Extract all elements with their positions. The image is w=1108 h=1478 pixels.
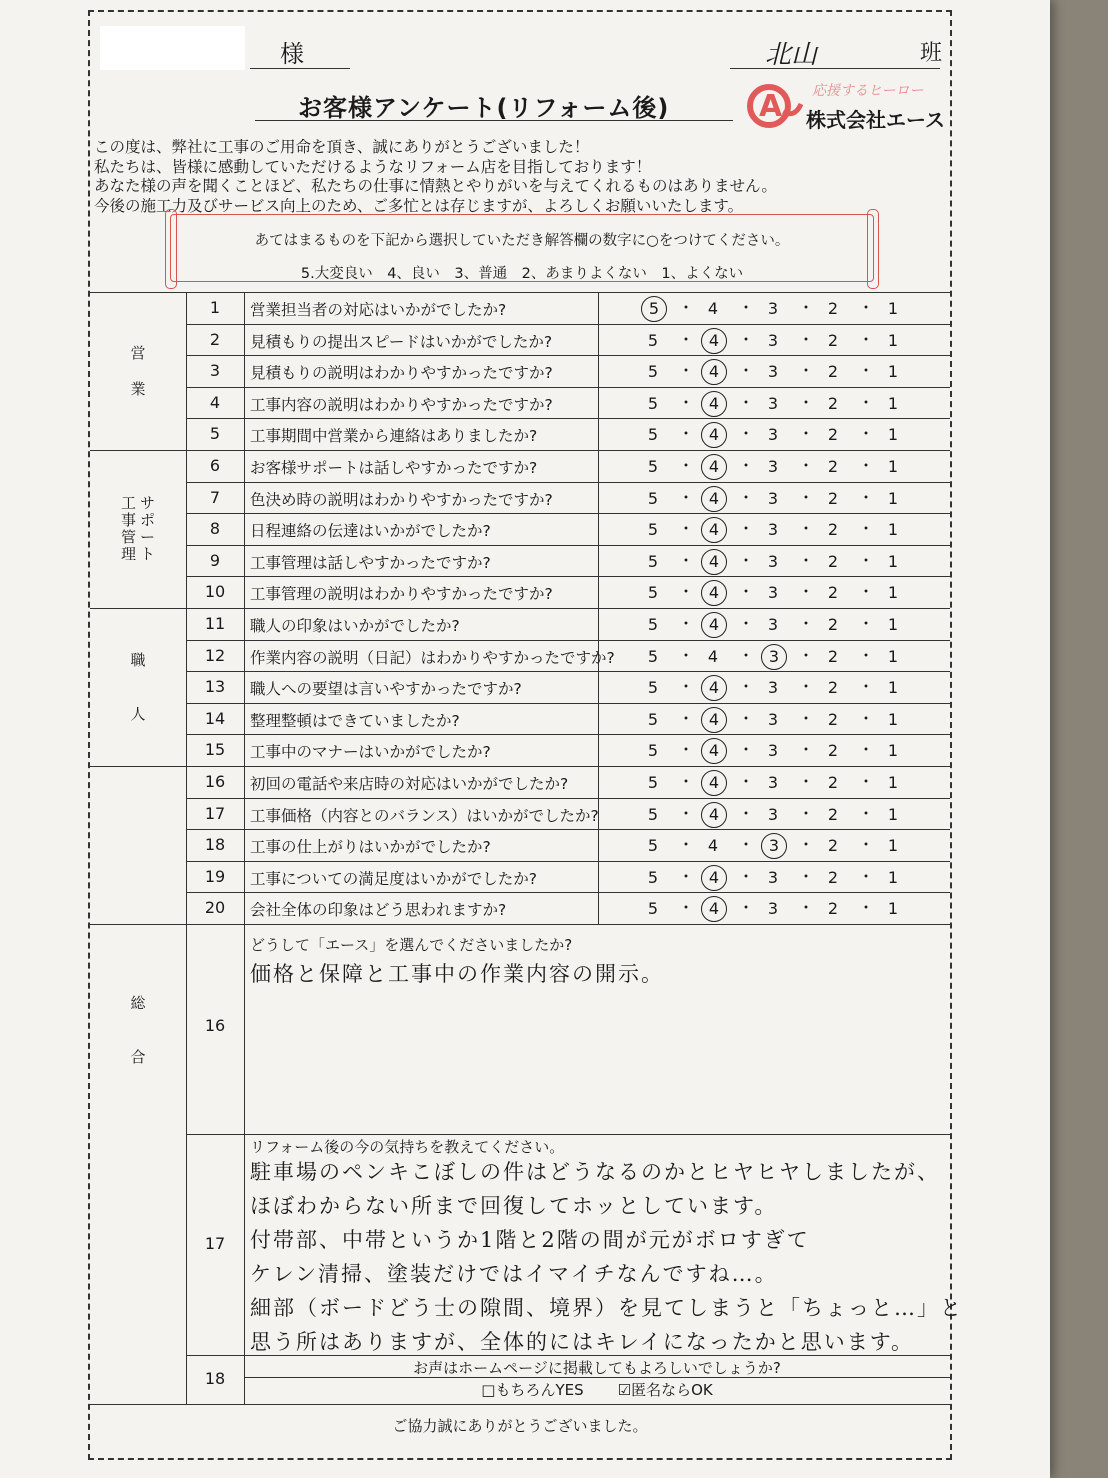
rating-separator: ・ [798, 582, 815, 602]
question-text: 整理整頓はできていましたか? [250, 711, 460, 730]
rating-options [608, 707, 948, 737]
scroll-roll-right [867, 209, 879, 289]
rating-option-5[interactable]: 5 [647, 615, 659, 634]
question-number: 4 [209, 392, 221, 412]
category-label [90, 450, 186, 608]
category-label [90, 292, 186, 450]
rating-separator: ・ [738, 329, 755, 349]
rating-separator: ・ [858, 835, 875, 855]
rating-option-2[interactable]: 2 [827, 425, 839, 445]
rating-option-4[interactable]: 4 [701, 896, 727, 922]
rating-options [608, 612, 948, 642]
rating-separator: ・ [858, 298, 875, 317]
company-name: 株式会社エース [806, 108, 945, 132]
rating-option-5[interactable]: 5 [647, 425, 659, 445]
question-number: 10 [204, 582, 226, 602]
rating-option-4[interactable]: 4 [701, 675, 727, 701]
rating-separator: ・ [858, 740, 875, 760]
rating-option-4[interactable]: 4 [701, 802, 727, 828]
rating-separator: ・ [858, 866, 875, 886]
rating-separator: ・ [738, 708, 755, 728]
title-underline [255, 120, 733, 121]
rating-option-1[interactable]: 1 [887, 299, 899, 318]
rating-separator: ・ [738, 866, 755, 886]
rating-option-2[interactable]: 2 [827, 804, 839, 824]
rating-option-1[interactable]: 1 [887, 678, 899, 698]
rating-option-3[interactable]: 3 [767, 330, 779, 350]
rating-option-3[interactable]: 3 [767, 678, 779, 698]
rating-separator: ・ [858, 614, 875, 633]
handwritten-answer-line[interactable]: 駐車場のペンキこぼしの件はどうなるのかとヒヤヒヤしましたが、 [250, 1160, 940, 1184]
rating-options [608, 517, 948, 547]
rating-separator: ・ [738, 835, 755, 855]
rating-separator: ・ [678, 487, 695, 507]
rating-option-5[interactable]: 5 [647, 741, 659, 761]
question-number: 11 [204, 614, 226, 633]
rating-option-4[interactable]: 4 [701, 486, 727, 512]
consent-yes-checkbox[interactable]: □もちろんYES [481, 1381, 584, 1399]
rating-option-1[interactable]: 1 [887, 709, 899, 729]
rating-separator: ・ [858, 898, 875, 918]
rating-option-3[interactable]: 3 [767, 551, 779, 571]
rating-option-4[interactable]: 4 [701, 770, 727, 796]
question-text: 見積もりの説明はわかりやすかったですか? [250, 364, 553, 383]
rating-option-2[interactable]: 2 [827, 615, 839, 634]
question-text: 作業内容の説明（日記）はわかりやすかったですか? [250, 648, 615, 667]
question-number: 18 [204, 835, 226, 855]
column-divider [598, 292, 599, 924]
intro-line: あなた様の声を聞くことほど、私たちの仕事に情熱とやりがいを与えてくれるものはありません。 [94, 177, 777, 195]
team-label: 班 [920, 41, 943, 66]
handwritten-answer-line[interactable]: 付帯部、中帯というか1階と2階の間が元がボロすぎて [250, 1228, 810, 1252]
rating-separator: ・ [678, 866, 695, 886]
rating-option-4[interactable]: 4 [701, 517, 727, 543]
rating-option-5[interactable]: 5 [647, 899, 659, 919]
rating-option-1[interactable]: 1 [887, 867, 899, 887]
rating-separator: ・ [798, 329, 815, 349]
intro-line: この度は、弊社に工事のご用命を頂き、誠にありがとうございました！ [94, 138, 590, 156]
rating-option-4[interactable]: 4 [701, 359, 727, 385]
rating-option-2[interactable]: 2 [827, 330, 839, 350]
rating-option-2[interactable]: 2 [827, 488, 839, 508]
rating-options [608, 422, 948, 452]
question-number: 17 [204, 803, 226, 823]
rating-separator: ・ [798, 392, 815, 412]
rating-option-1[interactable]: 1 [887, 615, 899, 634]
rating-option-1[interactable]: 1 [887, 330, 899, 350]
rating-option-3[interactable]: 3 [767, 520, 779, 540]
question-text: 初回の電話や来店時の対応はいかがでしたか? [250, 775, 569, 793]
rating-option-2[interactable]: 2 [827, 646, 839, 666]
rating-separator: ・ [858, 772, 875, 791]
rating-separator: ・ [738, 614, 755, 633]
rating-option-1[interactable]: 1 [887, 804, 899, 824]
company-logo-icon [745, 82, 803, 128]
question-number: 13 [204, 677, 226, 697]
rating-separator: ・ [738, 645, 755, 665]
rating-option-4[interactable]: 4 [701, 707, 727, 733]
rating-separator: ・ [798, 772, 815, 791]
category-label [90, 608, 186, 766]
rating-separator: ・ [798, 550, 815, 570]
handwritten-answer-line[interactable]: 思う所はありますが、全体的にはキレイになったかと思います。 [250, 1330, 915, 1354]
question-number: 20 [204, 898, 226, 918]
rating-separator: ・ [738, 772, 755, 791]
rating-separator: ・ [738, 456, 755, 475]
rating-separator: ・ [678, 645, 695, 665]
rating-separator: ・ [738, 519, 755, 539]
rating-option-4[interactable]: 4 [707, 836, 719, 856]
question-text: 工事中のマナーはいかがでしたか? [250, 743, 491, 762]
rating-option-2[interactable]: 2 [827, 457, 839, 476]
rating-options [608, 675, 948, 705]
honorific: 様 [280, 40, 304, 68]
rating-separator: ・ [678, 550, 695, 570]
rating-option-3[interactable]: 3 [767, 741, 779, 761]
rating-separator: ・ [738, 487, 755, 507]
rating-option-2[interactable]: 2 [827, 299, 839, 318]
question-prompt: お声はホームページに掲載してもよろしいでしょうか? [413, 1359, 781, 1377]
rating-separator: ・ [798, 645, 815, 665]
question-text: 工事期間中営業から連絡はありましたか? [250, 427, 538, 446]
question-number: 8 [209, 519, 221, 539]
question-number: 15 [204, 740, 226, 760]
question-number: 2 [209, 329, 221, 349]
consent-anonymous-checkbox[interactable]: ☑匿名ならOK [617, 1381, 713, 1399]
rating-separator: ・ [738, 424, 755, 444]
rating-options [608, 802, 948, 832]
question-text: 工事価格（内容とのバランス）はいかがでしたか? [250, 806, 599, 825]
rating-separator: ・ [738, 392, 755, 412]
question-text: 職人の印象はいかがでしたか? [250, 617, 460, 635]
rating-option-4[interactable]: 4 [701, 391, 727, 417]
rating-separator: ・ [678, 424, 695, 444]
rating-separator: ・ [798, 298, 815, 317]
instruction-scroll [170, 214, 874, 282]
question-number: 7 [209, 487, 221, 507]
row-divider [244, 1377, 950, 1378]
rating-options [608, 833, 948, 863]
rating-separator: ・ [738, 550, 755, 570]
rating-options [608, 896, 948, 926]
rating-separator: ・ [738, 361, 755, 381]
rating-separator: ・ [858, 645, 875, 665]
rating-options [608, 454, 948, 484]
question-text: 会社全体の印象はどう思われますか? [250, 901, 507, 920]
rating-separator: ・ [738, 298, 755, 317]
question-number: 12 [204, 645, 226, 665]
rating-option-4[interactable]: 4 [701, 549, 727, 575]
rating-option-3[interactable]: 3 [761, 644, 787, 670]
rating-options [608, 486, 948, 516]
rating-separator: ・ [738, 803, 755, 823]
question-number: 5 [209, 424, 221, 444]
rating-separator: ・ [858, 361, 875, 381]
consent-options [244, 1379, 950, 1400]
rating-option-5[interactable]: 5 [647, 836, 659, 856]
rating-separator: ・ [678, 392, 695, 412]
rating-options [608, 359, 948, 389]
rating-option-3[interactable]: 3 [767, 362, 779, 382]
question-prompt: リフォーム後の今の気持ちを教えてください。 [250, 1138, 565, 1156]
rating-separator: ・ [678, 708, 695, 728]
category-label [90, 766, 186, 1294]
rating-options [608, 391, 948, 421]
rating-option-3[interactable]: 3 [767, 709, 779, 729]
rating-separator: ・ [858, 487, 875, 507]
name-underline [250, 68, 350, 69]
rating-option-2[interactable]: 2 [827, 583, 839, 603]
rating-separator: ・ [858, 456, 875, 475]
instruction-line: あてはまるものを下記から選択していただき解答欄の数字に○をつけてください。 [254, 233, 790, 249]
rating-separator: ・ [678, 835, 695, 855]
handwritten-answer-line[interactable]: ケレン清掃、塗装だけではイマイチなんですね…。 [250, 1262, 778, 1286]
rating-separator: ・ [858, 708, 875, 728]
category-text: サ ポ ー ト [140, 494, 156, 563]
rating-option-3[interactable]: 3 [767, 583, 779, 603]
rating-option-1[interactable]: 1 [887, 836, 899, 856]
category-text: 工 事 管 理 [120, 494, 136, 563]
rating-separator: ・ [798, 614, 815, 633]
rating-separator: ・ [678, 298, 695, 317]
row-divider [90, 292, 950, 293]
rating-option-5[interactable]: 5 [647, 551, 659, 571]
rating-option-4[interactable]: 4 [701, 580, 727, 606]
question-text: 日程連絡の伝達はいかがでしたか? [250, 522, 491, 541]
intro-line: 私たちは、皆様に感動していただけるようなリフォーム店を目指しております！ [94, 157, 652, 176]
rating-option-1[interactable]: 1 [887, 393, 899, 413]
rating-option-1[interactable]: 1 [887, 362, 899, 382]
rating-separator: ・ [798, 708, 815, 728]
rating-separator: ・ [798, 456, 815, 475]
rating-option-2[interactable]: 2 [827, 867, 839, 887]
rating-option-4[interactable]: 4 [707, 646, 719, 666]
question-number: 6 [209, 456, 221, 475]
question-number: 16 [204, 1016, 226, 1035]
question-number: 9 [209, 550, 221, 570]
rating-separator: ・ [798, 361, 815, 381]
rating-legend: 5.大変良い 4、良い 3、普通 2、あまりよくない 1、よくない [300, 266, 744, 282]
rating-option-4[interactable]: 4 [701, 454, 727, 480]
rating-separator: ・ [738, 740, 755, 760]
rating-separator: ・ [858, 392, 875, 412]
rating-options [608, 644, 948, 674]
question-prompt: どうして「エース」を選んでくださいましたか? [250, 936, 573, 954]
rating-options [608, 738, 948, 768]
question-text: 工事管理の説明はわかりやすかったですか? [250, 585, 553, 604]
rating-option-1[interactable]: 1 [887, 741, 899, 761]
question-text: 工事の仕上がりはいかがでしたか? [250, 838, 491, 857]
question-number: 14 [204, 708, 226, 728]
rating-separator: ・ [858, 424, 875, 444]
rating-separator: ・ [678, 361, 695, 381]
team-underline [730, 68, 940, 69]
rating-separator: ・ [678, 740, 695, 760]
question-number: 17 [204, 1234, 226, 1253]
row-divider [186, 1134, 950, 1135]
rating-option-2[interactable]: 2 [827, 836, 839, 856]
redacted-customer-name [100, 26, 245, 70]
rating-option-5[interactable]: 5 [647, 457, 659, 476]
rating-separator: ・ [678, 329, 695, 349]
rating-option-2[interactable]: 2 [827, 393, 839, 413]
rating-option-2[interactable]: 2 [827, 551, 839, 571]
rating-separator: ・ [858, 582, 875, 602]
team-name: 北山 [765, 40, 818, 70]
rating-option-3[interactable]: 3 [767, 615, 779, 634]
rating-option-4[interactable]: 4 [701, 328, 727, 354]
rating-option-3[interactable]: 3 [767, 773, 779, 792]
intro-line: 今後の施工力及びサービス向上のため、ご多忙とは存じますが、よろしくお願いいたします。 [94, 196, 744, 215]
category-text: 営 業 [130, 344, 146, 398]
rating-separator: ・ [858, 519, 875, 539]
rating-separator: ・ [798, 677, 815, 697]
rating-option-2[interactable]: 2 [827, 773, 839, 792]
question-text: 営業担当者の対応はいかがでしたか? [250, 301, 507, 319]
rating-option-1[interactable]: 1 [887, 551, 899, 571]
scroll-roll-left [165, 209, 177, 289]
rating-separator: ・ [858, 329, 875, 349]
rating-separator: ・ [798, 740, 815, 760]
rating-separator: ・ [798, 898, 815, 918]
category-text: 総 合 [130, 994, 146, 1066]
rating-option-3[interactable]: 3 [761, 833, 787, 859]
rating-option-2[interactable]: 2 [827, 709, 839, 729]
rating-option-5[interactable]: 5 [647, 330, 659, 350]
rating-option-1[interactable]: 1 [887, 457, 899, 476]
rating-separator: ・ [678, 803, 695, 823]
rating-option-2[interactable]: 2 [827, 899, 839, 919]
question-number: 18 [204, 1369, 226, 1388]
rating-option-5[interactable]: 5 [647, 804, 659, 824]
rating-option-1[interactable]: 1 [887, 773, 899, 792]
rating-option-5[interactable]: 5 [647, 393, 659, 413]
rating-option-1[interactable]: 1 [887, 488, 899, 508]
question-text: お客様サポートは話しやすかったですか? [250, 459, 538, 477]
rating-option-4[interactable]: 4 [701, 612, 727, 638]
rating-option-5[interactable]: 5 [647, 520, 659, 540]
logo-tagline: 応援するヒーロー [812, 83, 924, 99]
rating-option-3[interactable]: 3 [767, 299, 779, 318]
handwritten-answer-line[interactable]: ほぼわからない所まで回復してホッとしています。 [250, 1194, 778, 1218]
rating-separator: ・ [678, 456, 695, 475]
handwritten-answer[interactable]: 価格と保障と工事中の作業内容の開示。 [250, 962, 664, 986]
rating-option-4[interactable]: 4 [701, 422, 727, 448]
rating-options [608, 296, 948, 326]
rating-option-4[interactable]: 4 [701, 865, 727, 891]
rating-separator: ・ [858, 677, 875, 697]
rating-separator: ・ [798, 424, 815, 444]
rating-option-5[interactable]: 5 [647, 773, 659, 792]
question-number: 1 [209, 298, 221, 317]
rating-option-3[interactable]: 3 [767, 457, 779, 476]
rating-option-5[interactable]: 5 [647, 488, 659, 508]
rating-option-3[interactable]: 3 [767, 899, 779, 919]
rating-option-3[interactable]: 3 [767, 867, 779, 887]
rating-separator: ・ [678, 898, 695, 918]
rating-option-3[interactable]: 3 [767, 393, 779, 413]
rating-separator: ・ [678, 772, 695, 791]
question-text: 工事管理は話しやすかったですか? [250, 553, 491, 572]
rating-separator: ・ [798, 803, 815, 823]
question-text: 工事についての満足度はいかがでしたか? [250, 869, 537, 888]
rating-option-2[interactable]: 2 [827, 741, 839, 761]
rating-separator: ・ [678, 519, 695, 539]
rating-option-3[interactable]: 3 [767, 488, 779, 508]
rating-options [608, 580, 948, 610]
rating-separator: ・ [678, 614, 695, 633]
page-title: お客様アンケート(リフォーム後) [298, 94, 670, 122]
rating-option-2[interactable]: 2 [827, 678, 839, 698]
rating-options [608, 549, 948, 579]
rating-separator: ・ [678, 582, 695, 602]
rating-option-1[interactable]: 1 [887, 899, 899, 919]
rating-separator: ・ [738, 677, 755, 697]
rating-options [608, 770, 948, 800]
rating-option-5[interactable]: 5 [647, 678, 659, 698]
column-divider [244, 292, 245, 1404]
rating-option-3[interactable]: 3 [767, 425, 779, 445]
rating-separator: ・ [678, 677, 695, 697]
rating-separator: ・ [798, 519, 815, 539]
rating-option-2[interactable]: 2 [827, 520, 839, 540]
rating-option-5[interactable]: 5 [647, 867, 659, 887]
rating-separator: ・ [738, 582, 755, 602]
question-text: 見積もりの提出スピードはいかがでしたか? [250, 332, 553, 351]
question-number: 3 [209, 361, 221, 381]
rating-option-1[interactable]: 1 [887, 583, 899, 603]
rating-option-3[interactable]: 3 [767, 804, 779, 824]
category-text: 職 人 [130, 651, 146, 723]
rating-separator: ・ [858, 803, 875, 823]
question-number: 19 [204, 866, 226, 886]
rating-options [608, 865, 948, 895]
rating-separator: ・ [798, 487, 815, 507]
thank-you-note: ご協力誠にありがとうございました。 [392, 1417, 648, 1435]
question-text: 色決め時の説明はわかりやすかったですか? [250, 490, 553, 509]
rating-option-1[interactable]: 1 [887, 425, 899, 445]
question-number: 16 [204, 772, 226, 791]
svg-text:A: A [759, 89, 783, 124]
rating-separator: ・ [858, 550, 875, 570]
question-text: 職人への要望は言いやすかったですか? [250, 680, 522, 699]
handwritten-answer-line[interactable]: 細部（ボードどう士の隙間、境界）を見てしまうと「ちょっと…」と [250, 1296, 963, 1320]
rating-option-5[interactable]: 5 [647, 709, 659, 729]
rating-option-5[interactable]: 5 [647, 583, 659, 603]
rating-option-4[interactable]: 4 [701, 738, 727, 764]
question-text: 工事内容の説明はわかりやすかったですか? [250, 395, 553, 414]
intro-text [94, 138, 777, 216]
rating-option-5[interactable]: 5 [641, 296, 667, 322]
rating-option-5[interactable]: 5 [647, 362, 659, 382]
rating-option-4[interactable]: 4 [707, 299, 719, 318]
row-divider [90, 1404, 950, 1405]
rating-option-1[interactable]: 1 [887, 646, 899, 666]
rating-option-1[interactable]: 1 [887, 520, 899, 540]
rating-separator: ・ [798, 835, 815, 855]
rating-option-5[interactable]: 5 [647, 646, 659, 666]
rating-options [608, 328, 948, 358]
rating-separator: ・ [738, 898, 755, 918]
rating-option-2[interactable]: 2 [827, 362, 839, 382]
rating-separator: ・ [798, 866, 815, 886]
